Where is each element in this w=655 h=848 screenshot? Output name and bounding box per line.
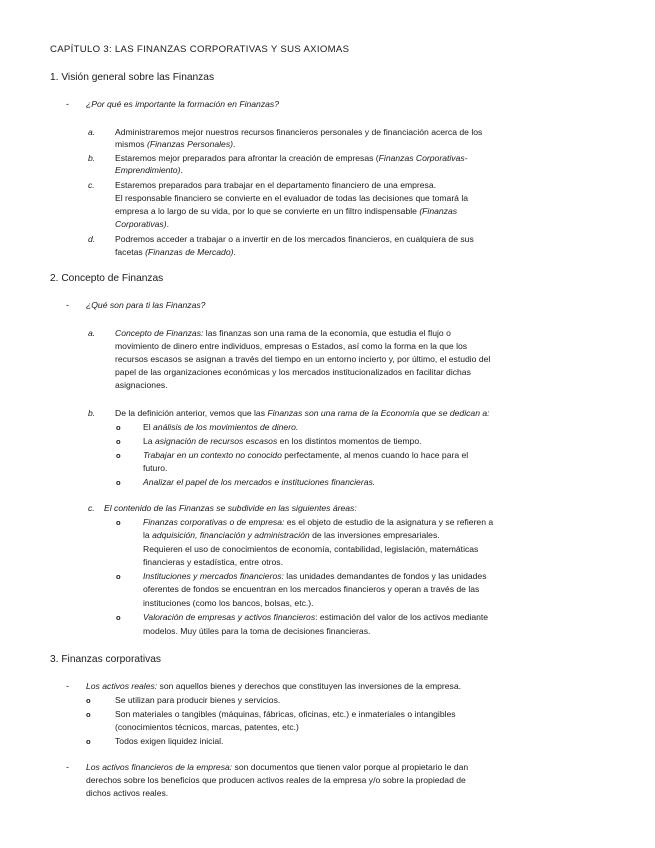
s2-a-line-5: asignaciones. [115, 380, 168, 390]
s3-real-bullet-2-line-1: Son materiales o tangibles (máquinas, fábricas, oficinas, etc.) e inmateriales o intangibles [115, 709, 456, 719]
bullet-marker: o [116, 572, 121, 581]
s1-a-line-2: mismos (Finanzas Personales). [115, 139, 236, 149]
item-label-b: b. [88, 408, 96, 418]
s2-b-bullet-3-line-2: futuro. [143, 463, 168, 473]
s1-c-line-1: Estaremos preparados para trabajar en el departamento financiero de una empresa. [115, 180, 437, 190]
s3-real-bullet-2-line-2: (conocimientos técnicos, marcas, patentes, etc.) [115, 722, 299, 732]
s2-c-bullet-2-line-2: oferentes de fondos se encuentran en los mercados financieros y operan a través de las [143, 584, 480, 594]
item-label-d: d. [88, 234, 96, 244]
s2-a-line-4: papel de las organizaciones económicas y los mercados institucionalizados en facilitar dichas [115, 367, 471, 377]
dash-marker: - [66, 99, 69, 109]
s3-financial-assets-line-2: derechos sobre los beneficios que producen activos reales de la empresa y/o sobre la propiedad de [86, 775, 466, 785]
s2-c-bullet-2-line-1: Instituciones y mercados financieros: las unidades demandantes de fondos y las unidades [143, 571, 487, 581]
s2-c-bullet-2-line-3: instituciones (como los bancos, bolsas, etc.). [143, 598, 314, 608]
s2-c-bullet-1-line-1: Finanzas corporativas o de empresa: es el objeto de estudio de la asignatura y se refieren a [143, 517, 494, 527]
item-label-b: b. [88, 153, 96, 163]
bullet-marker: o [86, 737, 91, 746]
s2-c-bullet-1-line-3: Requieren el uso de conocimientos de economía, contabilidad, legislación, matemáticas [143, 544, 479, 554]
section-2-heading: 2. Concepto de Finanzas [50, 273, 164, 284]
s3-real-bullet-3: Todos exigen liquidez inicial. [115, 736, 224, 746]
dash-marker: - [66, 681, 69, 691]
s1-c-line-3: empresa a lo largo de su vida, por lo que se convierte en un filtro indispensable (Finanzas [115, 206, 458, 216]
s1-c-line-2: El responsable financiero se convierte en el evaluador de todas las decisiones que tomará la [115, 193, 469, 203]
bullet-marker: o [116, 437, 121, 446]
s2-c-bullet-1-line-4: financieras y estadística, entre otros. [143, 557, 283, 567]
chapter-title: CAPÍTULO 3: LAS FINANZAS CORPORATIVAS Y SUS AXIOMAS [50, 44, 350, 55]
bullet-marker: o [116, 478, 121, 487]
s3-financial-assets-line-3: dichos activos reales. [86, 788, 169, 798]
s2-c-bullet-3-line-2: modelos. Muy útiles para la toma de decisiones financieras. [143, 626, 371, 636]
bullet-marker: o [86, 710, 91, 719]
section-3-heading: 3. Finanzas corporativas [50, 654, 161, 665]
section-2-question: ¿Qué son para ti las Finanzas? [86, 300, 206, 310]
item-label-c: c. [88, 180, 95, 190]
s1-d-line-1: Podremos acceder a trabajar o a invertir en de los mercados financieros, en cualquiera de sus [115, 234, 474, 244]
s1-d-line-2: facetas (Finanzas de Mercado). [115, 247, 236, 257]
bullet-marker: o [116, 451, 121, 460]
bullet-marker: o [116, 518, 121, 527]
dash-marker: - [66, 300, 69, 310]
s2-b-line-1: De la definición anterior, vemos que las Finanzas son una rama de la Economía que se dedican a: [115, 408, 490, 418]
s2-b-bullet-2: La asignación de recursos escasos en los distintos momentos de tiempo. [143, 436, 422, 446]
s2-a-line-1: Concepto de Finanzas: las finanzas son una rama de la economía, que estudia el flujo o [115, 328, 451, 338]
s2-b-bullet-1: El análisis de los movimientos de dinero. [143, 422, 299, 432]
s3-financial-assets-line-1: Los activos financieros de la empresa: son documentos que tienen valor porque al propietario le dan [86, 762, 469, 772]
item-label-a: a. [88, 127, 96, 137]
dash-marker: - [66, 762, 69, 772]
s2-b-bullet-4: Analizar el papel de los mercados e instituciones financieras. [143, 477, 376, 487]
bullet-marker: o [116, 613, 121, 622]
s2-b-bullet-3-line-1: Trabajar en un contexto no conocido perfectamente, al menos cuando lo hace para el [143, 450, 469, 460]
s2-a-line-3: recursos escasos se asignan a través del tiempo en un entorno incierto y, por último, el estudio del [115, 354, 491, 364]
s1-c-line-4: Corporativas). [115, 219, 169, 229]
section-1-heading: 1. Visión general sobre las Finanzas [50, 72, 215, 83]
s2-c-heading: El contenido de las Finanzas se subdivide en las siguientes áreas: [104, 503, 357, 513]
s2-c-bullet-1-line-2: la adquisición, financiación y administración de las inversiones empresariales. [143, 530, 440, 540]
item-label-c: c. [88, 503, 95, 513]
s1-b-line-1: Estaremos mejor preparados para afrontar la creación de empresas (Finanzas Corporativas- [115, 153, 468, 163]
s3-real-bullet-1: Se utilizan para producir bienes y servicios. [115, 695, 281, 705]
item-label-a: a. [88, 328, 96, 338]
bullet-marker: o [86, 696, 91, 705]
s2-c-bullet-3-line-1: Valoración de empresas y activos financieros: estimación del valor de los activos mediante [143, 612, 489, 622]
s2-a-line-2: movimiento de dinero entre individuos, empresas o Estados, así como la forma en la que los [115, 341, 468, 351]
bullet-marker: o [116, 423, 121, 432]
section-1-question: ¿Por qué es importante la formación en Finanzas? [86, 99, 279, 109]
s1-a-line-1: Administraremos mejor nuestros recursos financieros personales y de financiación acerca de los [115, 127, 483, 137]
s3-real-assets-line-1: Los activos reales: son aquellos bienes y derechos que constituyen las inversiones de la empresa. [86, 681, 461, 691]
s1-b-line-2: Emprendimiento). [115, 165, 183, 175]
